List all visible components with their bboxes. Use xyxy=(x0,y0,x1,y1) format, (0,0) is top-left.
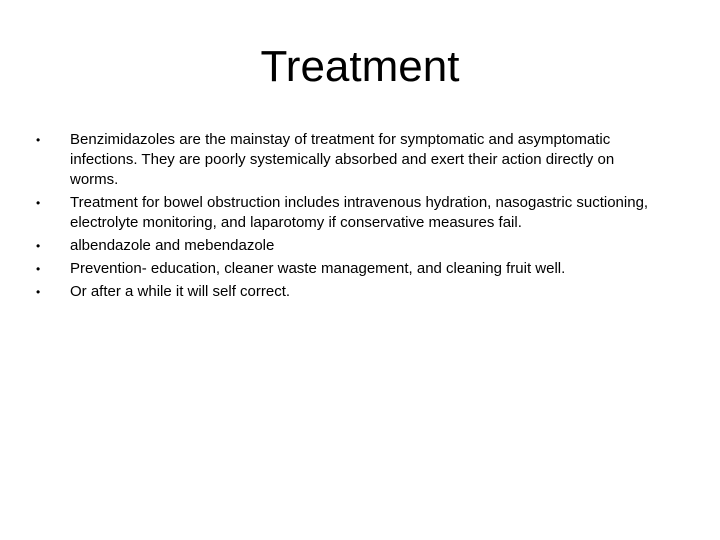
slide-title: Treatment xyxy=(260,42,460,91)
bullet-item xyxy=(36,282,666,302)
bullet-list xyxy=(36,130,666,305)
bullet-item xyxy=(36,236,666,256)
bullet-text: albendazole and mebendazole xyxy=(70,237,275,254)
bullet-dot-icon: • xyxy=(36,262,41,276)
bullet-text: Prevention- education, cleaner waste management, and cleaning fruit well. xyxy=(70,260,566,277)
bullet-dot-icon: • xyxy=(36,239,41,253)
bullet-item xyxy=(36,130,666,190)
bullet-text: Treatment for bowel obstruction includes intravenous hydration, nasogastric suctioning, electrolyte monitoring, and laparotomy if conservative measures fail. xyxy=(70,194,649,231)
bullet-text: Or after a while it will self correct. xyxy=(70,283,291,300)
bullet-dot-icon: • xyxy=(36,285,41,299)
bullet-text: Benzimidazoles are the mainstay of treatment for symptomatic and asymptomatic infections. They are poorly systemically absorbed and exert their action directly on worms. xyxy=(70,131,615,188)
bullet-dot-icon: • xyxy=(36,133,41,147)
bullet-item xyxy=(36,193,666,233)
bullet-dot-icon: • xyxy=(36,196,41,210)
bullet-item xyxy=(36,259,666,279)
